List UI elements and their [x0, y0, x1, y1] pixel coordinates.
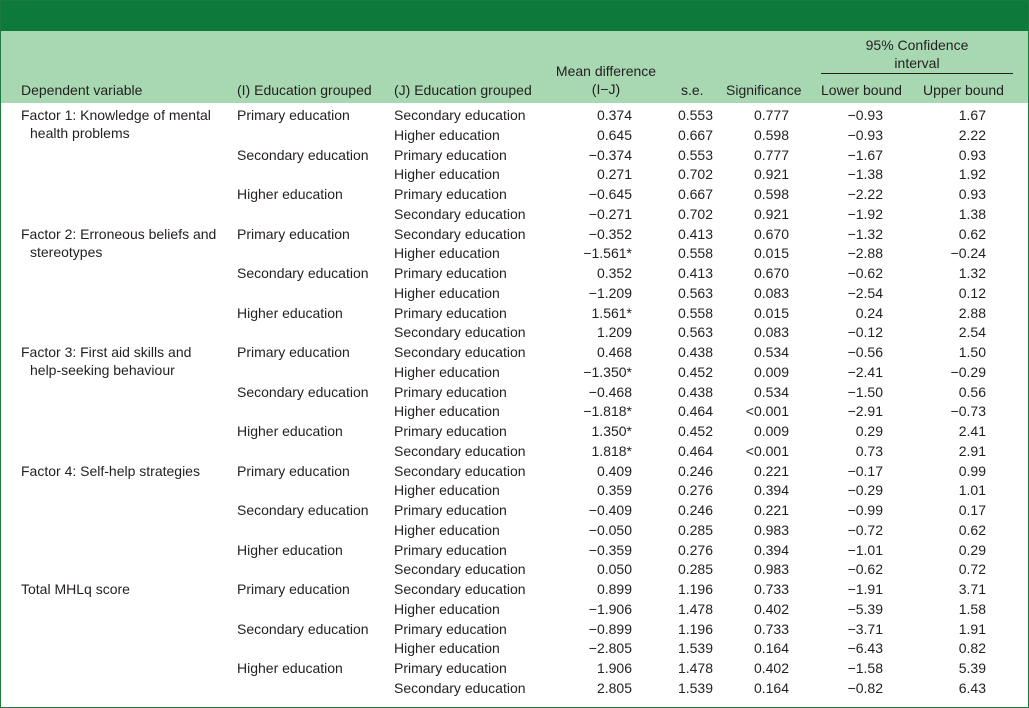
- se-cell: 0.553: [677, 107, 713, 123]
- lower-bound-cell: −1.91: [847, 581, 883, 597]
- table-header: [1, 31, 1028, 103]
- j-education-cell: Primary education: [394, 186, 507, 202]
- significance-cell: 0.777: [753, 146, 789, 163]
- lower-bound-cell: −0.82: [847, 679, 883, 696]
- j-education-cell: Secondary education: [394, 107, 526, 123]
- se-cell: 0.452: [677, 423, 713, 439]
- mean-difference-cell: 1.209: [596, 324, 632, 341]
- upper-bound-cell: 0.56: [958, 383, 986, 400]
- significance-cell: 0.221: [753, 502, 789, 518]
- upper-bound-cell: 2.22: [958, 126, 986, 143]
- se-cell: 0.558: [677, 304, 713, 321]
- significance-cell: 0.015: [753, 245, 789, 262]
- mean-difference-cell: 0.352: [596, 265, 632, 281]
- se-cell: 0.464: [677, 403, 713, 420]
- lower-bound-cell: −0.62: [847, 561, 883, 578]
- j-education-cell: Primary education: [394, 620, 507, 637]
- se-cell: 0.553: [677, 146, 713, 163]
- j-education-cell: Higher education: [394, 521, 500, 538]
- j-education-cell: Higher education: [394, 126, 500, 143]
- table-title-bar: [1, 1, 1028, 31]
- se-cell: 1.539: [677, 679, 713, 696]
- lower-bound-cell: −0.29: [847, 482, 883, 499]
- mean-difference-cell: −0.050: [588, 521, 632, 538]
- upper-bound-cell: 0.17: [958, 502, 986, 518]
- lower-bound-cell: −0.72: [847, 521, 883, 538]
- se-cell: 0.563: [677, 324, 713, 341]
- upper-bound-cell: 0.29: [958, 541, 986, 558]
- se-cell: 1.478: [677, 660, 713, 676]
- upper-bound-cell: 5.39: [958, 660, 986, 676]
- header-upper-bound: Upper bound: [923, 82, 1004, 98]
- header-confidence-interval: 95% Confidence interval: [865, 37, 969, 71]
- significance-cell: 0.402: [753, 600, 789, 617]
- lower-bound-cell: 0.29: [855, 423, 883, 439]
- upper-bound-cell: 0.62: [958, 225, 986, 242]
- se-cell: 0.285: [677, 521, 713, 538]
- mean-difference-cell: 0.271: [596, 166, 632, 183]
- dependent-variable-cell: [21, 225, 231, 261]
- se-cell: 1.196: [677, 620, 713, 637]
- upper-bound-cell: 2.91: [958, 442, 986, 459]
- i-education-cell: Secondary education: [237, 383, 369, 400]
- lower-bound-cell: −0.93: [847, 107, 883, 123]
- upper-bound-cell: 2.88: [958, 304, 986, 321]
- lower-bound-cell: −1.32: [847, 225, 883, 242]
- dependent-variable-label-cont: stereotypes: [30, 243, 103, 260]
- mean-difference-cell: −0.409: [588, 502, 632, 518]
- j-education-cell: Primary education: [394, 502, 507, 518]
- significance-cell: 0.921: [753, 166, 789, 183]
- significance-cell: 0.670: [753, 265, 789, 281]
- i-education-cell: Secondary education: [237, 146, 369, 163]
- mean-difference-cell: −1.561*: [583, 245, 632, 262]
- header-significance: Significance: [726, 82, 802, 98]
- upper-bound-cell: 1.67: [958, 107, 986, 123]
- j-education-cell: Higher education: [394, 363, 500, 380]
- mean-difference-cell: −0.271: [588, 205, 632, 222]
- significance-cell: 0.402: [753, 660, 789, 676]
- upper-bound-cell: 2.41: [958, 423, 986, 439]
- se-cell: 1.539: [677, 640, 713, 657]
- mean-difference-cell: 1.818*: [591, 442, 632, 459]
- significance-cell: 0.221: [753, 462, 789, 479]
- i-education-cell: Higher education: [237, 423, 343, 439]
- se-cell: 0.438: [677, 344, 713, 360]
- upper-bound-cell: 0.12: [958, 284, 986, 301]
- upper-bound-cell: 2.54: [958, 324, 986, 341]
- upper-bound-cell: −0.24: [950, 245, 986, 262]
- mean-difference-cell: 2.805: [596, 679, 632, 696]
- se-cell: 1.196: [677, 581, 713, 597]
- j-education-cell: Primary education: [394, 423, 507, 439]
- upper-bound-cell: 1.50: [958, 344, 986, 360]
- lower-bound-cell: −3.71: [847, 620, 883, 637]
- lower-bound-cell: −1.92: [847, 205, 883, 222]
- mean-difference-cell: 0.050: [596, 561, 632, 578]
- lower-bound-cell: −2.22: [847, 186, 883, 202]
- lower-bound-cell: −5.39: [847, 600, 883, 617]
- se-cell: 0.563: [677, 284, 713, 301]
- se-cell: 0.413: [677, 265, 713, 281]
- se-cell: 0.702: [677, 205, 713, 222]
- se-cell: 0.667: [677, 186, 713, 202]
- upper-bound-cell: 1.91: [958, 620, 986, 637]
- dependent-variable-cell: [21, 343, 231, 379]
- significance-cell: 0.083: [753, 324, 789, 341]
- i-education-cell: Primary education: [237, 581, 350, 597]
- significance-cell: 0.009: [753, 363, 789, 380]
- dependent-variable-cell: [21, 462, 231, 480]
- significance-cell: 0.598: [753, 186, 789, 202]
- lower-bound-cell: −1.01: [847, 541, 883, 558]
- upper-bound-cell: 0.62: [958, 521, 986, 538]
- dependent-variable-label-cont: health problems: [30, 125, 130, 141]
- upper-bound-cell: 0.93: [958, 146, 986, 163]
- mean-difference-cell: −0.468: [588, 383, 632, 400]
- lower-bound-cell: −0.62: [847, 265, 883, 281]
- significance-cell: <0.001: [745, 403, 789, 420]
- j-education-cell: Primary education: [394, 541, 507, 558]
- mean-difference-cell: 0.374: [596, 107, 632, 123]
- upper-bound-cell: −0.29: [950, 363, 986, 380]
- header-se: s.e.: [681, 82, 704, 98]
- se-cell: 0.276: [677, 482, 713, 499]
- significance-cell: 0.164: [753, 679, 789, 696]
- j-education-cell: Primary education: [394, 660, 507, 676]
- significance-cell: 0.534: [753, 344, 789, 360]
- significance-cell: 0.670: [753, 225, 789, 242]
- j-education-cell: Secondary education: [394, 344, 526, 360]
- upper-bound-cell: −0.73: [950, 403, 986, 420]
- upper-bound-cell: 0.82: [958, 640, 986, 657]
- significance-cell: 0.164: [753, 640, 789, 657]
- j-education-cell: Secondary education: [394, 561, 526, 578]
- lower-bound-cell: 0.73: [855, 442, 883, 459]
- dependent-variable-label: Factor 4: Self-help strategies: [21, 462, 200, 479]
- dependent-variable-label-cont: help-seeking behaviour: [30, 362, 175, 378]
- j-education-cell: Higher education: [394, 166, 500, 183]
- j-education-cell: Higher education: [394, 640, 500, 657]
- j-education-cell: Secondary education: [394, 442, 526, 459]
- se-cell: 0.464: [677, 442, 713, 459]
- significance-cell: 0.733: [753, 620, 789, 637]
- i-education-cell: Primary education: [237, 225, 350, 242]
- significance-cell: 0.777: [753, 107, 789, 123]
- header-lower-bound: Lower bound: [821, 82, 902, 98]
- significance-cell: 0.083: [753, 284, 789, 301]
- j-education-cell: Primary education: [394, 304, 507, 321]
- upper-bound-cell: 0.99: [958, 462, 986, 479]
- lower-bound-cell: −1.58: [847, 660, 883, 676]
- dependent-variable-cell: [21, 580, 231, 598]
- dependent-variable-label: Total MHLq score: [21, 581, 130, 597]
- header-j-education: (J) Education grouped: [394, 82, 532, 98]
- significance-cell: 0.983: [753, 561, 789, 578]
- lower-bound-cell: −1.50: [847, 383, 883, 400]
- i-education-cell: Primary education: [237, 107, 350, 123]
- mean-difference-cell: 0.468: [596, 344, 632, 360]
- se-cell: 0.667: [677, 126, 713, 143]
- i-education-cell: Primary education: [237, 462, 350, 479]
- i-education-cell: Higher education: [237, 541, 343, 558]
- se-cell: 0.285: [677, 561, 713, 578]
- j-education-cell: Secondary education: [394, 324, 526, 341]
- mean-difference-cell: −0.359: [588, 541, 632, 558]
- lower-bound-cell: −0.99: [847, 502, 883, 518]
- lower-bound-cell: −2.88: [847, 245, 883, 262]
- j-education-cell: Secondary education: [394, 225, 526, 242]
- significance-cell: 0.394: [753, 541, 789, 558]
- upper-bound-cell: 3.71: [958, 581, 986, 597]
- header-dependent-variable: Dependent variable: [21, 82, 143, 98]
- se-cell: 0.246: [677, 462, 713, 479]
- dependent-variable-cell: [21, 106, 231, 142]
- i-education-cell: Higher education: [237, 660, 343, 676]
- lower-bound-cell: −6.43: [847, 640, 883, 657]
- mean-difference-cell: 0.409: [596, 462, 632, 479]
- dependent-variable-label: Factor 1: Knowledge of mental: [21, 107, 211, 123]
- significance-cell: 0.015: [753, 304, 789, 321]
- j-education-cell: Higher education: [394, 403, 500, 420]
- mean-difference-cell: 1.350*: [591, 423, 632, 439]
- ci-divider: [821, 73, 1013, 74]
- upper-bound-cell: 0.72: [958, 561, 986, 578]
- i-education-cell: Higher education: [237, 186, 343, 202]
- lower-bound-cell: −0.93: [847, 126, 883, 143]
- j-education-cell: Secondary education: [394, 581, 526, 597]
- se-cell: 1.478: [677, 600, 713, 617]
- mean-difference-cell: −0.352: [588, 225, 632, 242]
- lower-bound-cell: −0.56: [847, 344, 883, 360]
- lower-bound-cell: −1.38: [847, 166, 883, 183]
- significance-cell: 0.598: [753, 126, 789, 143]
- significance-cell: <0.001: [745, 442, 789, 459]
- i-education-cell: Primary education: [237, 344, 350, 360]
- se-cell: 0.246: [677, 502, 713, 518]
- i-education-cell: Secondary education: [237, 620, 369, 637]
- mean-difference-cell: −0.374: [588, 146, 632, 163]
- mean-difference-cell: −1.818*: [583, 403, 632, 420]
- j-education-cell: Primary education: [394, 383, 507, 400]
- dependent-variable-label: Factor 3: First aid skills and: [21, 344, 192, 360]
- lower-bound-cell: −2.54: [847, 284, 883, 301]
- upper-bound-cell: 1.01: [958, 482, 986, 499]
- lower-bound-cell: 0.24: [855, 304, 883, 321]
- upper-bound-cell: 1.92: [958, 166, 986, 183]
- mean-difference-cell: −0.645: [588, 186, 632, 202]
- significance-cell: 0.983: [753, 521, 789, 538]
- upper-bound-cell: 0.93: [958, 186, 986, 202]
- se-cell: 0.276: [677, 541, 713, 558]
- j-education-cell: Higher education: [394, 245, 500, 262]
- lower-bound-cell: −0.12: [847, 324, 883, 341]
- mean-difference-cell: 1.906: [596, 660, 632, 676]
- mean-difference-cell: −1.906: [588, 600, 632, 617]
- lower-bound-cell: −1.67: [847, 146, 883, 163]
- j-education-cell: Secondary education: [394, 205, 526, 222]
- se-cell: 0.413: [677, 225, 713, 242]
- se-cell: 0.438: [677, 383, 713, 400]
- lower-bound-cell: −2.91: [847, 403, 883, 420]
- mean-difference-cell: 0.359: [596, 482, 632, 499]
- i-education-cell: Secondary education: [237, 502, 369, 518]
- j-education-cell: Higher education: [394, 600, 500, 617]
- mean-difference-cell: −1.209: [588, 284, 632, 301]
- mean-difference-cell: 1.561*: [591, 304, 632, 321]
- upper-bound-cell: 1.38: [958, 205, 986, 222]
- j-education-cell: Higher education: [394, 284, 500, 301]
- mean-difference-cell: −1.350*: [583, 363, 632, 380]
- j-education-cell: Primary education: [394, 146, 507, 163]
- table-body: [1, 103, 1028, 707]
- mean-difference-cell: −2.805: [588, 640, 632, 657]
- lower-bound-cell: −0.17: [847, 462, 883, 479]
- j-education-cell: Primary education: [394, 265, 507, 281]
- se-cell: 0.558: [677, 245, 713, 262]
- significance-cell: 0.009: [753, 423, 789, 439]
- mean-difference-cell: −0.899: [588, 620, 632, 637]
- significance-cell: 0.534: [753, 383, 789, 400]
- significance-cell: 0.733: [753, 581, 789, 597]
- se-cell: 0.452: [677, 363, 713, 380]
- significance-cell: 0.394: [753, 482, 789, 499]
- header-i-education: (I) Education grouped: [237, 82, 372, 98]
- lower-bound-cell: −2.41: [847, 363, 883, 380]
- j-education-cell: Secondary education: [394, 462, 526, 479]
- significance-cell: 0.921: [753, 205, 789, 222]
- upper-bound-cell: 1.32: [958, 265, 986, 281]
- header-mean-difference: Mean difference (I−J): [555, 63, 657, 97]
- i-education-cell: Secondary education: [237, 265, 369, 281]
- i-education-cell: Higher education: [237, 304, 343, 321]
- dependent-variable-label: Factor 2: Erroneous beliefs and: [21, 225, 217, 242]
- upper-bound-cell: 1.58: [958, 600, 986, 617]
- mean-difference-cell: 0.899: [596, 581, 632, 597]
- j-education-cell: Higher education: [394, 482, 500, 499]
- upper-bound-cell: 6.43: [958, 679, 986, 696]
- se-cell: 0.702: [677, 166, 713, 183]
- j-education-cell: Secondary education: [394, 679, 526, 696]
- mean-difference-cell: 0.645: [596, 126, 632, 143]
